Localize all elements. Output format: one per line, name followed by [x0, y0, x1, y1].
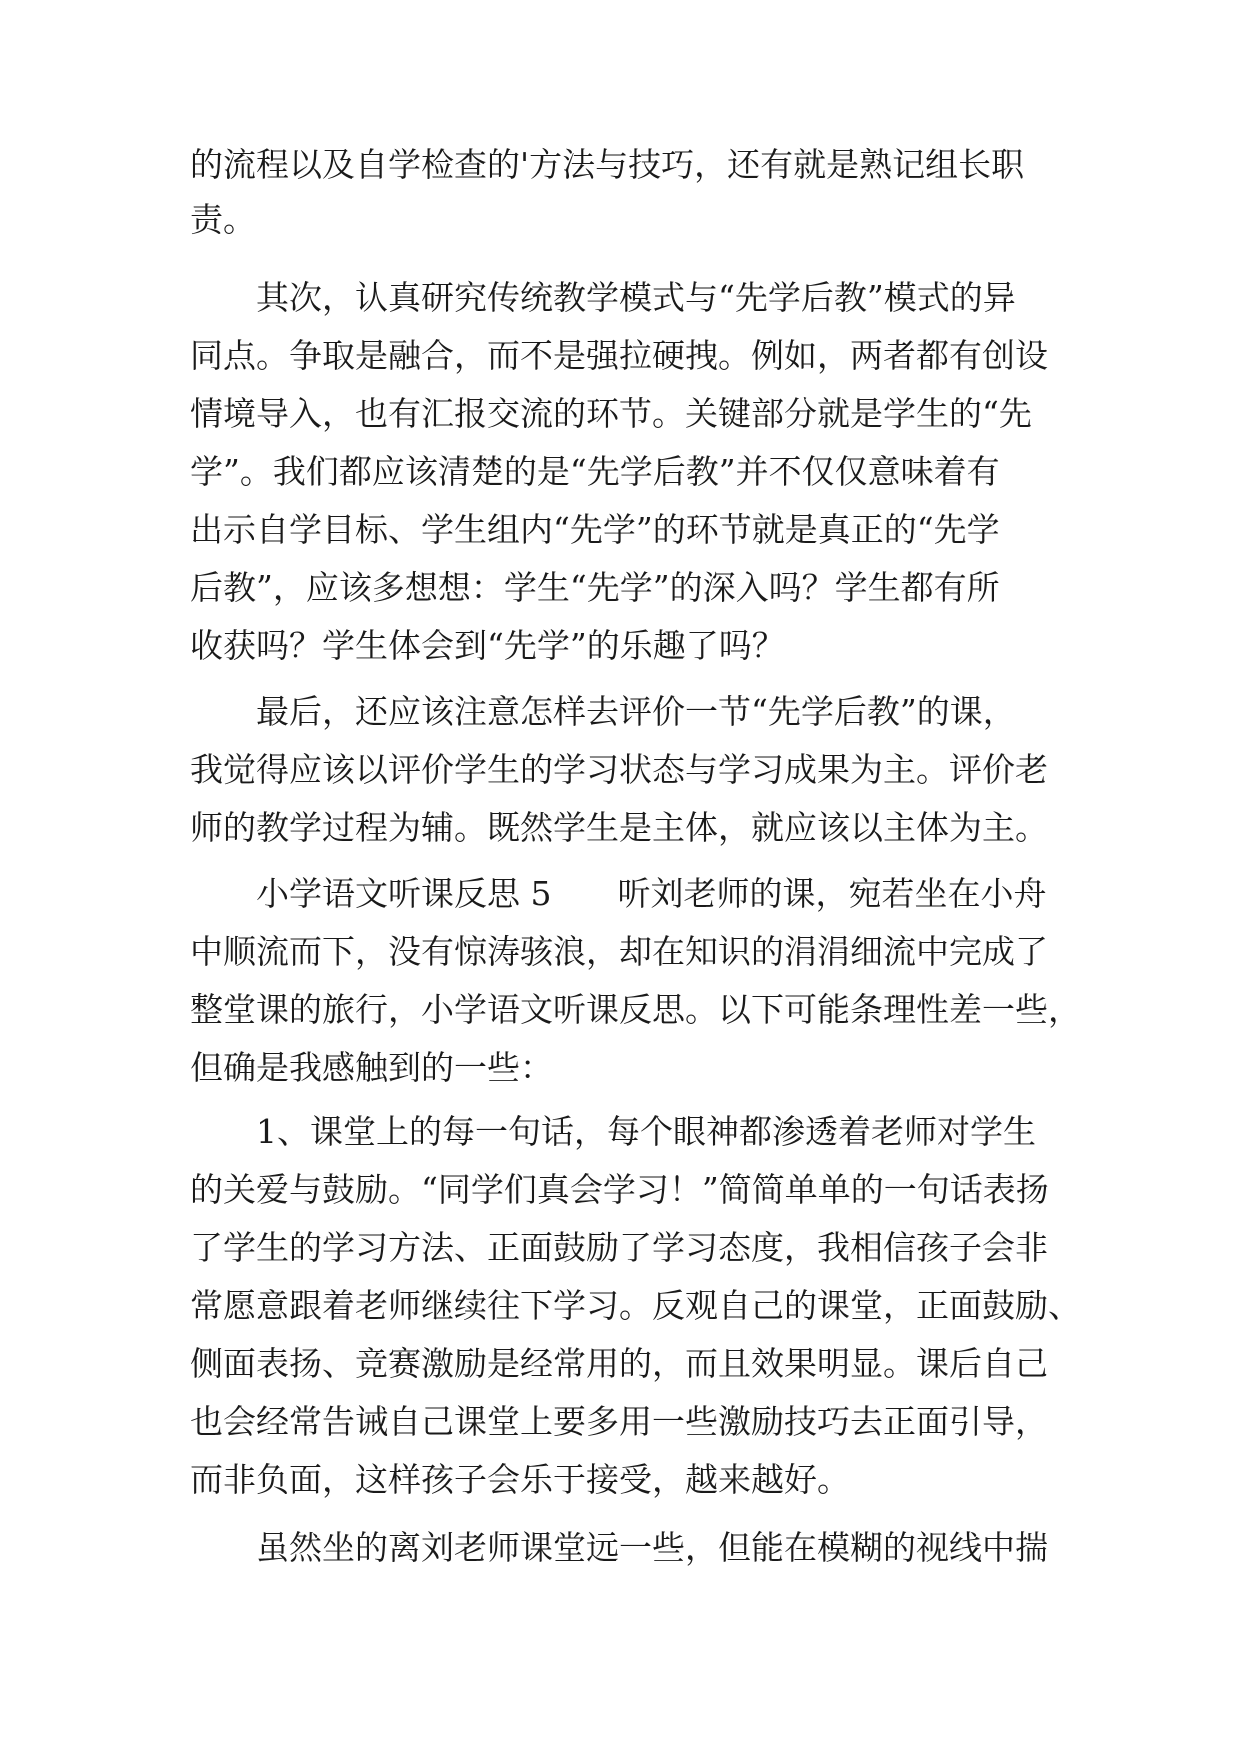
text-line: 后教”，应该多想想：学生“先学”的深入吗？学生都有所 [190, 568, 1000, 607]
paragraph-start-line: 虽然坐的离刘老师课堂远一些，但能在模糊的视线中揣 [256, 1528, 1048, 1567]
text-line: 学”。我们都应该清楚的是“先学后教”并不仅仅意味着有 [190, 452, 1000, 491]
text-line: 责。 [190, 200, 256, 239]
text-line: 了学生的学习方法、正面鼓励了学习态度，我相信孩子会非 [190, 1228, 1048, 1267]
text-line: 同点。争取是融合，而不是强拉硬拽。例如，两者都有创设 [190, 336, 1048, 375]
text-line: 也会经常告诫自己课堂上要多用一些激励技巧去正面引导， [190, 1402, 1048, 1441]
text-line: 的关爱与鼓励。“同学们真会学习！”简简单单的一句话表扬 [190, 1170, 1049, 1209]
text-line: 侧面表扬、竞赛激励是经常用的，而且效果明显。课后自己 [190, 1344, 1048, 1383]
text-line: 师的教学过程为辅。既然学生是主体，就应该以主体为主。 [190, 808, 1048, 847]
text-line: 出示自学目标、学生组内“先学”的环节就是真正的“先学 [190, 510, 1000, 549]
paragraph-start-line: 其次，认真研究传统教学模式与“先学后教”模式的异 [256, 278, 1016, 317]
text-line: 而非负面，这样孩子会乐于接受，越来越好。 [190, 1460, 850, 1499]
text-line: 常愿意跟着老师继续往下学习。反观自己的课堂，正面鼓励、 [190, 1286, 1081, 1325]
text-line: 的流程以及自学检查的'方法与技巧，还有就是熟记组长职 [190, 145, 1025, 184]
paragraph-start-line: 1、课堂上的每一句话，每个眼神都渗透着老师对学生 [256, 1112, 1036, 1151]
text-line: 我觉得应该以评价学生的学习状态与学习成果为主。评价老 [190, 750, 1048, 789]
text-line: 中顺流而下，没有惊涛骇浪，却在知识的涓涓细流中完成了 [190, 932, 1048, 971]
text-line: 整堂课的旅行，小学语文听课反思。以下可能条理性差一些， [190, 990, 1081, 1029]
section-heading-line: 小学语文听课反思 5 听刘老师的课，宛若坐在小舟 [256, 874, 1047, 913]
text-line: 情境导入，也有汇报交流的环节。关键部分就是学生的“先 [190, 394, 1032, 433]
text-line: 收获吗？学生体会到“先学”的乐趣了吗？ [190, 626, 785, 665]
text-line: 但确是我感触到的一些： [190, 1048, 553, 1087]
paragraph-start-line: 最后，还应该注意怎样去评价一节“先学后教”的课， [256, 692, 1016, 731]
